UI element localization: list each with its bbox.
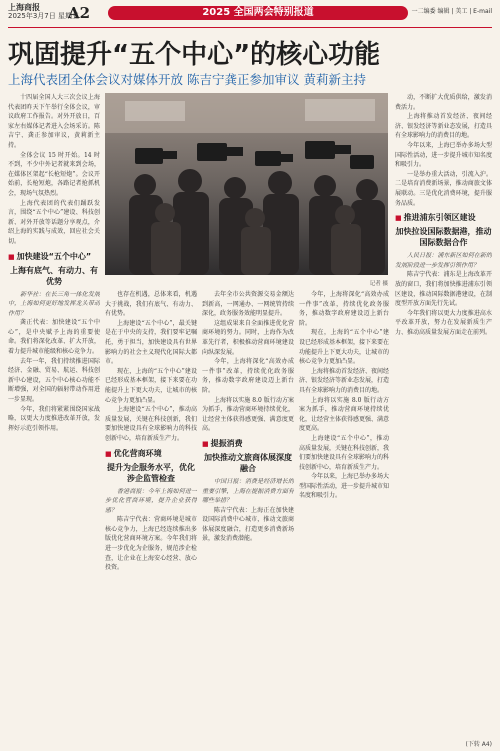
headline: 巩固提升“五个中心”的核心功能: [8, 40, 381, 70]
paragraph: 去年一年，我们持续推进国际经济、金融、贸易、航运、科技创新中心建设，五个中心核心功能不断增强，对全国的辐射带动作用进一步显现。: [8, 357, 100, 404]
paragraph: 现在，上海的“五个中心”建设已经形成基本框架，接下来要在功能提升上下更大功夫，让城市的核心竞争力更加凸显。: [299, 329, 389, 366]
section-heading: ■ 加快建设“五个中心”: [8, 251, 92, 261]
paragraph: 上海建设“五个中心”，推动高质量发展，关键在科技创新，我们要加快建设具有全球影响力的科技创新中心，培育新质生产力。: [299, 434, 389, 471]
paragraph: 十四届全国人大三次会议上海代表团昨天下午举行全体会议，审议政府工作报告。对外开放日，百家左右媒体记者进入会场采访。陈吉宁、龚正参加审议，黄莉新主持。: [8, 94, 100, 149]
paragraph: 上海将推动首发经济、夜间经济、银发经济等新业态发展，打造具有全球影响力的消费目的地。: [299, 367, 389, 394]
section-subheading: 加快推动文旅商体展深度融合: [204, 452, 292, 473]
paragraph: 这组成果来自全面推进优化营商环境的努力。同时，上海作为改革先行者，积极推动营商环境建设向纵深发展。: [202, 319, 294, 356]
paragraph: 陈吉宁代表：浦东是上海改革开放的窗口，我们将加快推进浦东引领区建设，推动国际数据港建设，在制度型开放方面先行先试。: [395, 271, 492, 308]
bullet-square-icon: ■: [395, 214, 402, 223]
paragraph: 上海将以实施 8.0 版行动方案为抓手，推动营商环境持续优化，让经营主体获得感更强、满意度更高。: [299, 396, 389, 433]
question: 人民日报：浦东新区如何在新的发展阶段进一步发挥引领作用？: [395, 252, 492, 269]
section-subheading: 上海有底气、有动力、有优势: [10, 265, 98, 286]
section-banner-text: 2025 全国两会特别报道: [202, 7, 314, 18]
paragraph: 上海建设“五个中心”，最关键是在于中央的支持，我们要牢记嘱托，勇于担当，加快建设具有世界影响力的社会主义现代化国际大都市。: [105, 319, 197, 366]
press-photo: [105, 93, 388, 275]
paragraph: 今年我们将以更大力度推进高水平改革开放，努力在发展新质生产力、推动高质量发展方面走在前列。: [395, 309, 492, 336]
paragraph: 上海代表团的代表们踊跃发言，围绕“五个中心”建设、科技创新、对外开放等话题分享观点，介绍上海的实践与成效，回应社会关切。: [8, 199, 100, 245]
paragraph: 今年，上海将深化“高效办成一件事”改革，持续优化政务服务，推动数字政府建设迈上新台阶。: [299, 291, 389, 327]
bullet-square-icon: ■: [105, 449, 112, 458]
subheadline: 上海代表团全体会议对媒体开放 陈吉宁龚正参加审议 黄莉新主持: [8, 72, 366, 87]
page-header: [0, 0, 500, 26]
paragraph: 也存在机遇，总体来看，机遇大于挑战，我们有底气、有动力、有优势。: [105, 291, 197, 318]
page-number: A2: [68, 4, 91, 22]
paragraph: 上海将推动首发经济、夜间经济、银发经济等新业态发展，打造具有全球影响力的消费目的地。: [395, 113, 492, 140]
header-rule: [8, 27, 492, 28]
section-heading: ■ 提振消费: [202, 438, 243, 448]
paragraph: 动，不断扩大优质供给，激发消费活力。: [395, 94, 492, 111]
continued-note: (下转 A4): [465, 741, 492, 748]
article-column-1: [8, 93, 100, 745]
paragraph: 上海将以实施 8.0 版行动方案为抓手，推动营商环境持续优化，让经营主体获得感更强、满意度更高。: [202, 396, 294, 433]
paragraph: 去年全市公共资源交易金额达到新高，一网通办、一网统管持续深化，政务服务效能明显提升。: [202, 291, 294, 318]
paragraph: 现在，上海的“五个中心”建设已经形成基本框架，接下来要在功能提升上下更大功夫，让城市的核心竞争力更加凸显。: [105, 367, 197, 404]
section-heading: ■ 推进浦东引领区建设: [395, 213, 476, 223]
bullet-square-icon: ■: [8, 252, 15, 261]
section-heading: ■ 优化营商环境: [105, 448, 162, 458]
paragraph: 今年，上海将深化“高效办成一件事”改革，持续优化政务服务，推动数字政府建设迈上新台阶。: [202, 358, 294, 394]
article-column-photo-right: [299, 290, 389, 745]
paragraph: 上海建设“五个中心”，推动高质量发展，关键在科技创新，我们要加快建设具有全球影响力的科技创新中心，培育新质生产力。: [105, 406, 197, 442]
article-column-3: [202, 290, 294, 745]
section-subheading: 提升为企服务水平，优化涉企监管检查: [107, 462, 195, 483]
question: 香港商报：今年上海如何进一步优化营商环境，提升企业获得感？: [105, 487, 197, 514]
paragraph: 全体会议 15 时开始。14 时不到，不少中外记者就来到会场，在媒体区架起“长枪短炮”。会议开始前，长枪短炮，各路记者抢抓机会，现场气氛热烈。: [8, 151, 100, 197]
article-column-4: [395, 93, 492, 733]
paragraph: 陈吉宁代表：营商环境是城市核心竞争力，上海已经连续推出多版优化营商环境方案。今年我们将进一步优化为企服务，规范涉企检查，让企业在上海安心经营、放心投资。: [105, 516, 197, 572]
bullet-square-icon: ■: [202, 439, 209, 448]
photo-illustration: [105, 93, 388, 275]
paragraph: 陈吉宁代表：上海正在加快建设国际消费中心城市，推动文旅商体展深度融合，打造更多消费新场景，激发消费潜能。: [202, 506, 294, 543]
paragraph: 今年，我们将紧紧围绕国家战略，以更大力度推进改革开放，发挥好示范引领作用。: [8, 405, 100, 432]
question: 新华社：在长三角一体化发展中，上海如何更好地发挥龙头带动作用？: [8, 290, 100, 317]
paragraph: 龚正代表：加快建设“五个中心”，是中央赋予上海的重要使命。我们将深化改革、扩大开放，着力提升城市能级和核心竞争力。: [8, 319, 100, 356]
issue-date: 2025年3月7日 星期五: [8, 12, 79, 20]
section-banner: [108, 6, 408, 20]
paragraph: 今年以来，上海已举办多场大型国际性活动，进一步提升城市知名度和吸引力。: [299, 473, 389, 500]
paragraph: 今年以来，上海已举办多场大型国际性活动，进一步提升城市知名度和吸引力。: [395, 141, 492, 169]
question: 中国日报：消费是经济增长的重要引擎，上海在提振消费方面有哪些举措？: [202, 477, 294, 505]
photo-caption: 记者 摄: [369, 281, 388, 287]
newspaper-name: 上海商报: [8, 3, 40, 12]
article-column-2: [105, 290, 197, 745]
paragraph: 一是举办重大活动，引流入沪。二是培育消费新场景，推动商旅文体展联动。三是优化消费环境，提升服务品质。: [395, 170, 492, 207]
section-subheading: 加快拉设国际数据港，推动国际数据合作: [395, 227, 492, 248]
editor-info: 一二编委 编辑 | 美工 | E-mail: [411, 8, 492, 15]
